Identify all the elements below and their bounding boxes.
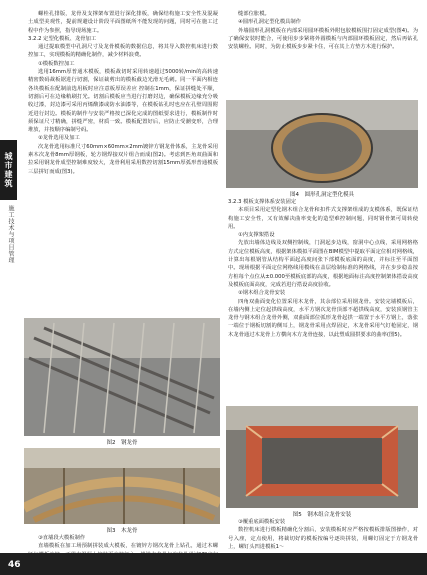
paragraph: 次龙骨选用标准尺寸60mm×60mm×2mm镀锌方钢龙骨体系，主龙骨采用素木次龙骨8mm厚钢板，轮方钢焊接双片组合而成(图2)。考虑到匹角双曲面和拉采用钢龙骨成型控制难度较大，龙骨利用采用数控切割15mm厚弧形普通模板三层拼钉而成(图3)。: [28, 143, 218, 175]
figure-2-steel-keel: [24, 318, 220, 436]
paragraph: 外墙圆形孔洞模板在内部采用圆环模板外附包胶模板围打固定成型(图4)。为了确保安装时能合，可使用步步紧将外圆模板与内部圆环模板固定，然后再钻孔安装螺栓。同时，为防止模板步步紧卡住，可在其上方垫方木进行保护。: [228, 27, 418, 51]
right-mid-text: [228, 198, 418, 339]
figure-2-caption: 图2 钢龙骨: [106, 440, 138, 446]
paragraph: 缝部位胀模。: [238, 11, 270, 17]
paragraph: ②龙骨选用及加工: [38, 135, 80, 142]
wood-keel-photo: [24, 448, 220, 524]
left-column-text: [28, 10, 218, 176]
sidebar-category: 城市建筑: [0, 140, 17, 200]
paragraph: ①模板数控加工: [38, 60, 75, 67]
footer-bar: [0, 553, 427, 575]
right-top-text: [228, 10, 418, 51]
section-heading: 3.2.3 模板支撑体系安装固定: [228, 199, 297, 205]
steel-wood-keel-photo: [226, 406, 418, 508]
figure-4-round-hole-mold: [226, 100, 418, 188]
sidebar-subtitle: 施工技术与项目管理: [7, 205, 14, 264]
paragraph: ①内支撑架搭设: [238, 232, 275, 239]
paragraph: ③直墙段大模板制作: [38, 535, 86, 541]
paragraph: 通过提取模型中孔洞尺寸及龙骨模板的数据信息，将其导入数控机床进行数控加工，实现模板的精确化制作，减少材料浪费。: [28, 44, 218, 59]
paragraph: 螺栓孔排版，龙骨及支撑架布置进行深化排板，确保结构施工安全性及混凝土成型美观性，提前规避设计阶段平面图纸所不能发现的问题，同时可在施工过程中作为参照，指导现场施工。: [28, 11, 218, 34]
paragraph: ③覆重底面模板安装: [238, 519, 286, 525]
paragraph: ②钢木组合龙骨安装: [238, 290, 286, 297]
paragraph: 选用16mm厚普通木模板，模板裁切时采用转速超过5000转/min的高转速精密数码裁板锯进行切割，保证裁剪出的模板截边光滑无毛刺。同一平面内相连各块模板在配制前选用板时应注意板厚误差应 控制在1mm，保证拼缝处平顺，切割后可在边缘稍刷打光。切割后模板应当进行打磨封边，确保模板边缘充分吸收过漆，封边漆可采用丙烯酸漆或防水油漆等，在模板钻孔时也应在孔壁周围附近进行封边。模板的制作与安装严格按已深化完成的图纸要求进行，模板制作时须保证尺寸精确，拼缝严密，材质一致。模板配置好后，应防止受潮变形，合理堆放，并按顺序编制号码。: [28, 69, 218, 134]
figure-3-wood-keel: [24, 448, 220, 524]
figure-5-steel-wood-keel-install: [226, 406, 418, 508]
paragraph: 先放出墙体边线及双侧控制线，门洞起步边线，窗洞中心点线，采用网格格方式定位模板高度，根据架体模拟平面图在BIM模型中提取平面定位相对网格线，计算出每根钢管从结构平面起高度间张下部模板底面的高度，并标注至平面图中。现场根据平面定位网格线用模线在盖层绘制标准的网格线，并在步步稳盖按方桩每个点位从±0.000至模板底部的高度，根据地面标注高度控制架体搭设高度及模板底面高度，完成若进行搭设高度验收。: [228, 240, 418, 288]
paragraph: 数控机床进行模板精确化分割后，安装模板时应严格按模板排版图操作，对号入座，定点使用，将裁切好的模板按编号逐块拼装，用螺钉固定于方钢龙骨上，螺钉头凹进模板1～: [228, 527, 418, 550]
figure-3-caption: 图3 木龙骨: [106, 528, 138, 534]
right-bottom-text: [228, 518, 418, 551]
paragraph: 四角双曲面变化位置采用木龙骨，其余部位采用钢龙骨。安装完墙模板后，在墙内侧上定位起拱线高度，水平方钢次龙骨顶部不超拱线高度，安装顶钢管主龙骨与钢木组合龙骨外侧，双曲面部位弧形龙骨起拱一端置于水平方钢上，落张一端位于钢板切割的侧耳上，钢龙骨采用点焊固定，木龙骨采用气钉枪固定，钢木龙骨通过木龙骨上方横向木方龙骨连接，以此塑成圆拱要求的曲率(图5)。: [228, 298, 418, 338]
sidebar: [0, 0, 17, 575]
round-hole-mold-photo: [226, 100, 418, 188]
figure-4-caption: 图4 圆形孔洞定型化模具: [289, 192, 354, 198]
paragraph: 直墙模板在加工场预制拼装成大模板，在镀锌方钢次龙骨上钻孔，通过木螺: [38, 543, 218, 550]
paragraph: ④圆形孔洞定型化模具制作: [238, 19, 302, 26]
steel-keel-photo: [24, 318, 220, 436]
figure-5-caption: 图5 钢木组合龙骨安装: [292, 512, 352, 518]
paragraph: 本项目采用定型化钢木组合龙骨和扣件式支撑架组成的支模体系，既保证结构施工安全性，又有效解决曲率变化的造型难控制问题，同时钢骨架可周转使用。: [228, 207, 418, 230]
page-number: 46: [8, 560, 21, 570]
section-heading: 3.2.2 定型化模板、龙骨加工: [28, 35, 97, 42]
